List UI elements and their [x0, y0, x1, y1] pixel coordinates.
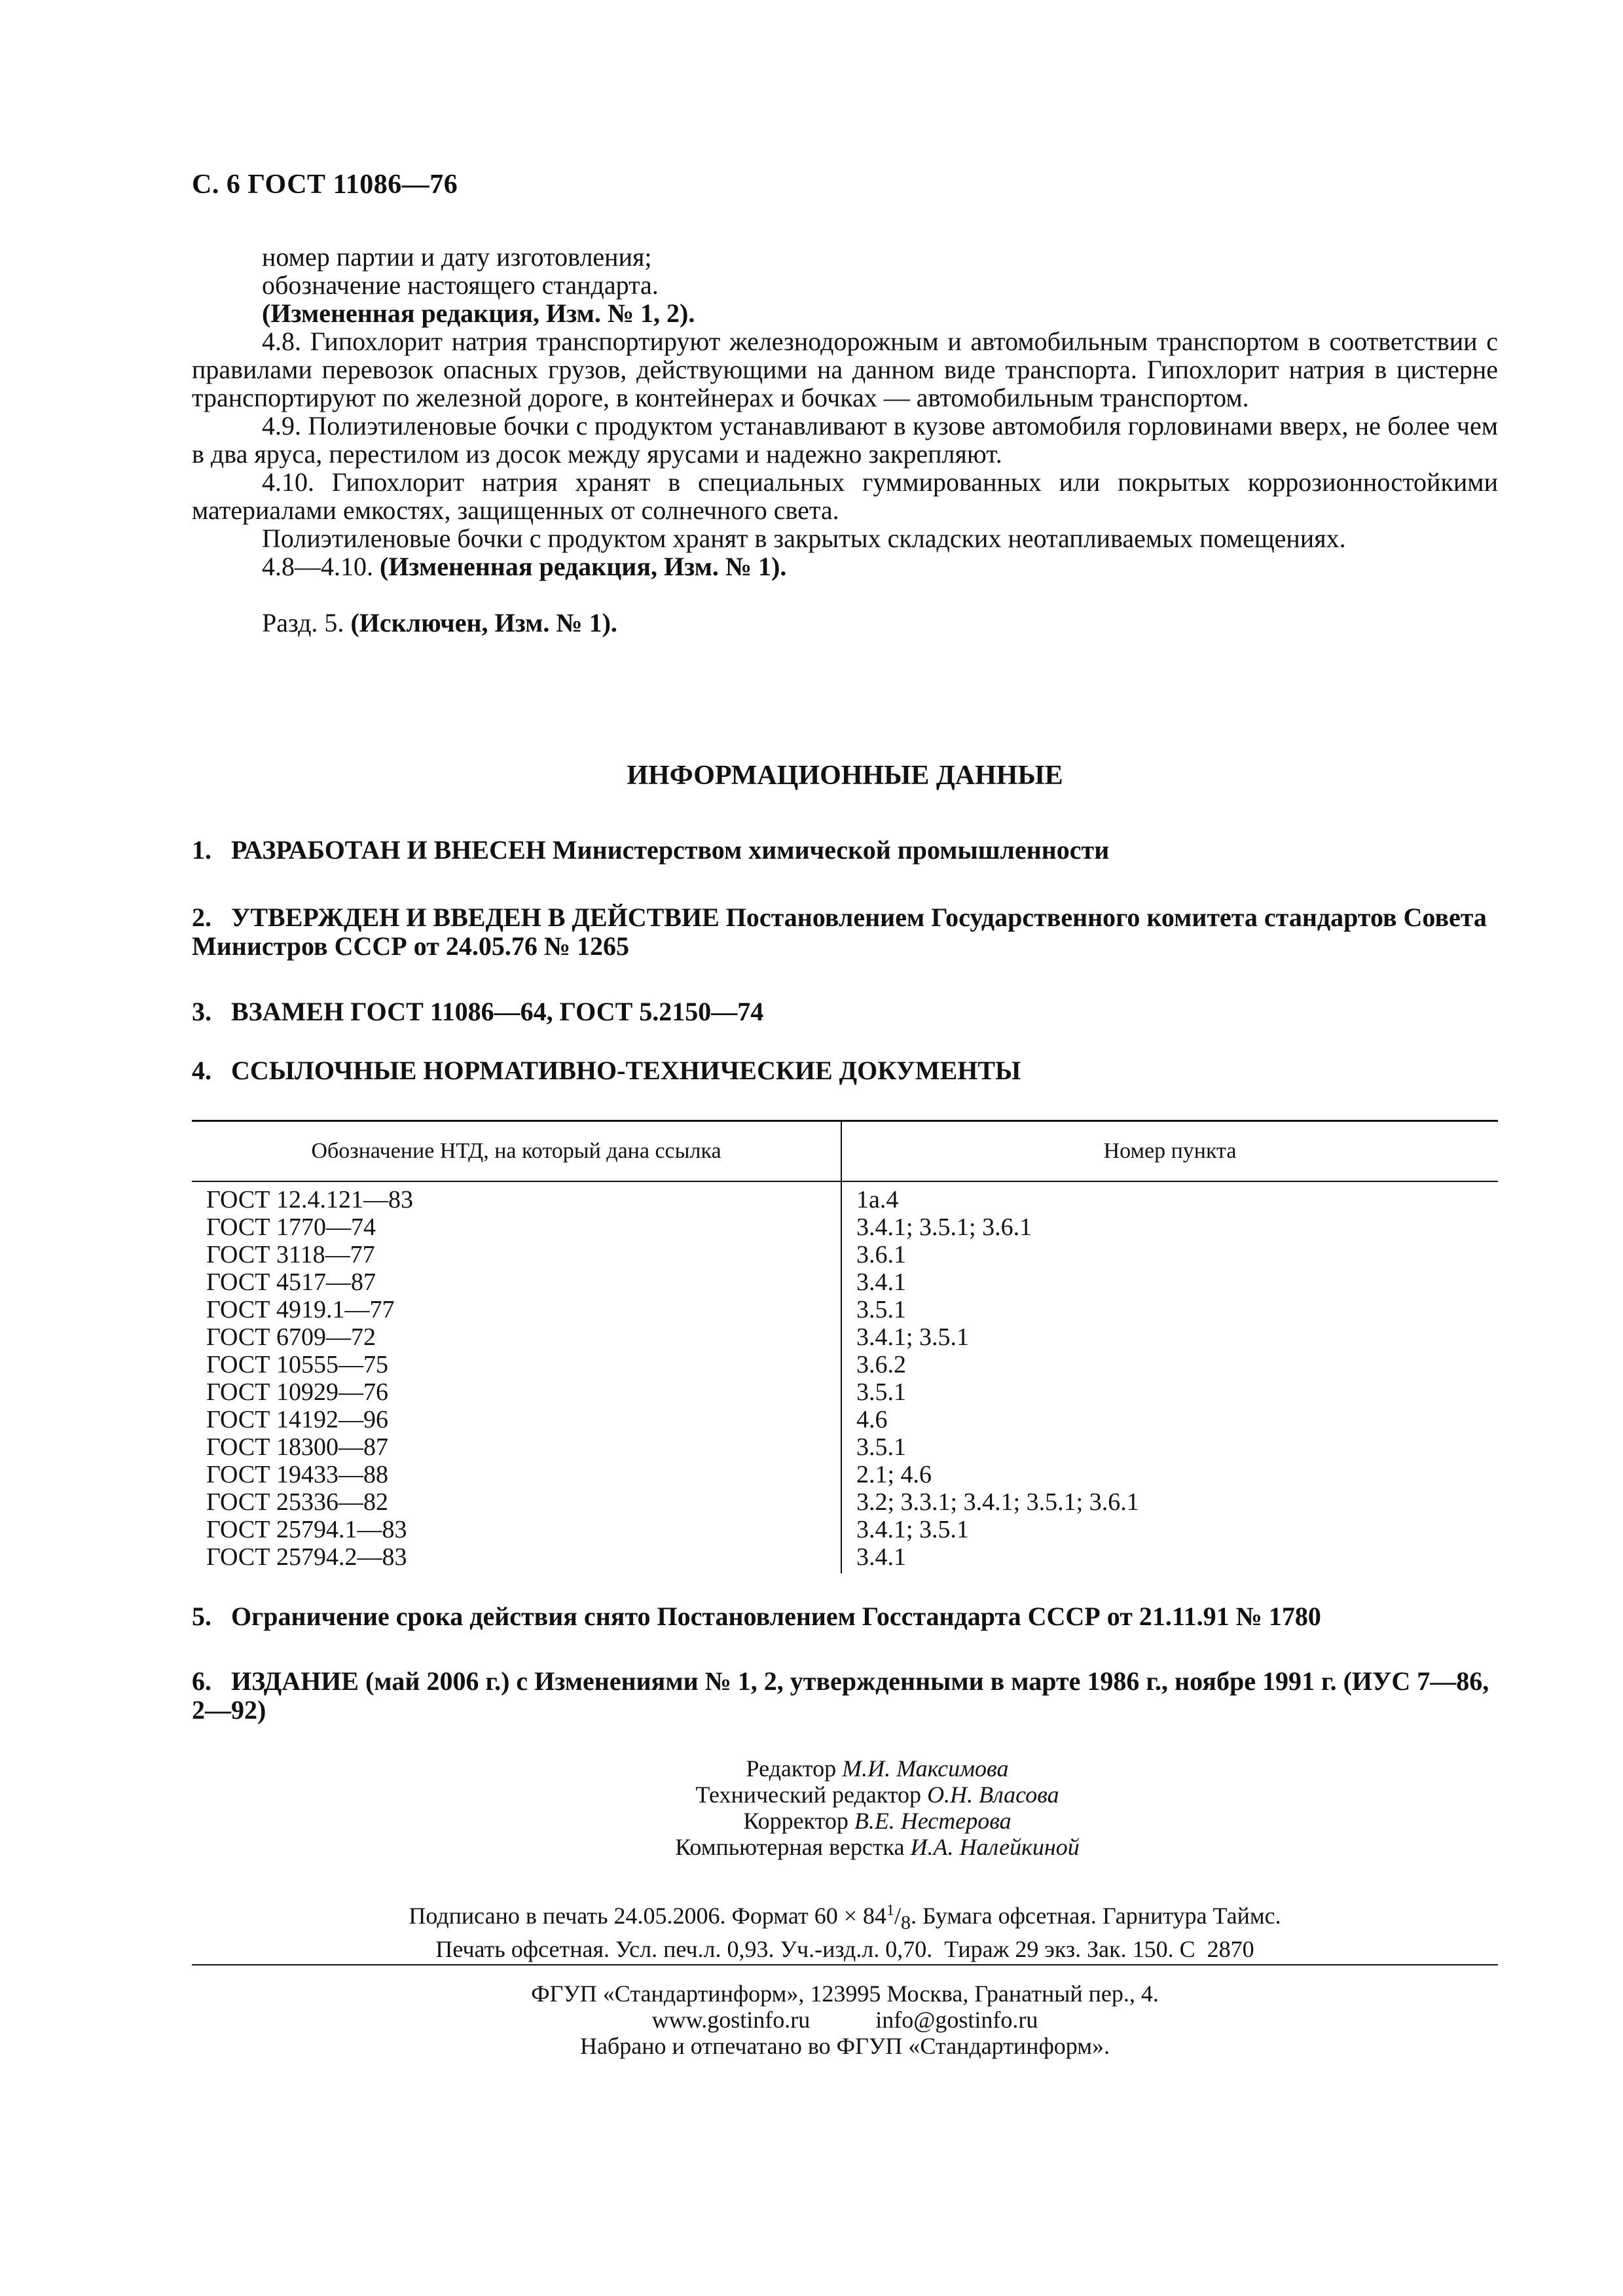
publisher-email: info@gostinfo.ru	[875, 2007, 1038, 2033]
credit-label: Корректор	[743, 1808, 848, 1834]
info-item-number: 4.	[192, 1056, 211, 1085]
clause-number: 4.8.	[262, 327, 301, 356]
table-header-ntd: Обозначение НТД, на который дана ссылка	[192, 1122, 842, 1181]
clause-number: 4.10.	[262, 467, 314, 497]
amendment-note-text: (Измененная редакция, Изм. № 1, 2).	[262, 298, 695, 328]
table-cell-ntd: ГОСТ 4919.1—77	[206, 1296, 395, 1323]
table-cell-clause: 2.1; 4.6	[856, 1461, 932, 1488]
table-cell-ntd: ГОСТ 25794.1—83	[206, 1516, 407, 1543]
imprint-line-1	[192, 1903, 1498, 1936]
publisher-printed-by: Набрано и отпечатано во ФГУП «Стандартинформ».	[579, 2033, 1110, 2059]
amendment-note	[192, 552, 1498, 581]
main-body-text	[192, 243, 1498, 637]
info-item-text: УТВЕРЖДЕН И ВВЕДЕН В ДЕЙСТВИЕ Постановлением Государственного комитета стандартов Совета Министров СССР от 24.05.76 № 1265	[192, 903, 1487, 961]
info-item-number: 2.	[192, 903, 211, 932]
credit-tech-editor	[576, 1782, 1178, 1808]
table-header-row	[192, 1122, 1498, 1182]
table-cell-clause: 3.6.2	[856, 1351, 906, 1378]
publisher-contacts	[192, 2007, 1498, 2033]
table-cell-ntd: ГОСТ 10929—76	[206, 1378, 388, 1406]
table-cell-clause: 1а.4	[856, 1186, 899, 1213]
table-cell-ntd: ГОСТ 25336—82	[206, 1488, 388, 1516]
table-cell-ntd: ГОСТ 25794.2—83	[206, 1543, 407, 1571]
info-item-5	[192, 1602, 1501, 1631]
paragraph: номер партии и дату изготовления;	[262, 242, 652, 272]
publisher-info	[192, 1981, 1498, 2059]
info-item-6	[192, 1667, 1501, 1725]
table-cell-clause: 4.6	[856, 1406, 888, 1433]
info-item-4	[192, 1056, 1501, 1085]
footer-divider	[192, 1964, 1498, 1965]
table-cell-clause: 3.4.1	[856, 1543, 906, 1571]
credit-editor	[576, 1755, 1178, 1782]
credit-label: Редактор	[746, 1755, 837, 1782]
paragraph: Полиэтиленовые бочки с продуктом хранят в закрытых складских неотапливаемых помещениях.	[262, 524, 1346, 553]
info-item-text: Ограничение срока действия снято Постановлением Госстандарта СССР от 21.11.91 № 1780	[231, 1602, 1321, 1631]
amendment-note-text: (Измененная редакция, Изм. № 1).	[380, 552, 787, 581]
credit-name: И.А. Налейкиной	[910, 1834, 1080, 1860]
info-item-number: 1.	[192, 835, 211, 865]
credit-layout	[576, 1834, 1178, 1860]
info-item-text: ССЫЛОЧНЫЕ НОРМАТИВНО-ТЕХНИЧЕСКИЕ ДОКУМЕНТЫ	[231, 1056, 1021, 1085]
table-cell-clause: 3.4.1; 3.5.1	[856, 1516, 970, 1543]
publisher-website: www.gostinfo.ru	[651, 2007, 811, 2033]
info-item-1	[192, 836, 1501, 865]
table-cell-clause: 3.5.1	[856, 1378, 906, 1406]
imprint-line-2: Печать офсетная. Усл. печ.л. 0,93. Уч.-изд.л. 0,70. Тираж 29 экз. Зак. 150. С 2870	[435, 1936, 1254, 1963]
table-cell-ntd: ГОСТ 10555—75	[206, 1351, 388, 1378]
table-body	[192, 1182, 1498, 1573]
format-fraction-denominator: 8	[901, 1912, 911, 1934]
info-item-number: 3.	[192, 997, 211, 1026]
reference-documents-table	[192, 1120, 1498, 1573]
info-item-text: РАЗРАБОТАН И ВНЕСЕН Министерством химической промышленности	[231, 835, 1110, 865]
clause-number: 4.8—4.10.	[262, 552, 373, 581]
info-item-number: 6.	[192, 1666, 211, 1696]
clause-text: Гипохлорит натрия хранят в специальных гуммированных или покрытых коррозионностойкими материалами емкостях, защищенных от солнечного света.	[192, 467, 1498, 525]
info-item-number: 5.	[192, 1602, 211, 1631]
publisher-address: ФГУП «Стандартинформ», 123995 Москва, Гранатный пер., 4.	[531, 1981, 1159, 2007]
paragraph: обозначение настоящего стандарта.	[262, 270, 659, 300]
section-excluded-text: (Исключен, Изм. № 1).	[350, 608, 617, 637]
info-item-3	[192, 997, 1501, 1026]
clause-4-9	[192, 412, 1498, 468]
credit-name: О.Н. Власова	[927, 1782, 1059, 1808]
table-cell-ntd: ГОСТ 6709—72	[206, 1323, 376, 1351]
table-header-clause: Номер пункта	[1103, 1139, 1237, 1163]
table-cell-ntd: ГОСТ 4517—87	[206, 1268, 376, 1296]
table-cell-clause: 3.4.1	[856, 1268, 906, 1296]
section-number: Разд. 5.	[262, 608, 344, 637]
table-cell-ntd: ГОСТ 14192—96	[206, 1406, 388, 1433]
table-cell-ntd: ГОСТ 19433—88	[206, 1461, 388, 1488]
table-column-ntd	[192, 1182, 842, 1573]
page-title: С. 6 ГОСТ 11086—76	[192, 170, 458, 200]
clause-4-10	[192, 468, 1498, 524]
table-cell-clause: 3.5.1	[856, 1296, 906, 1323]
info-item-2	[192, 903, 1501, 961]
table-cell-clause: 3.6.1	[856, 1241, 906, 1268]
imprint-text: . Бумага офсетная. Гарнитура Таймс.	[911, 1903, 1281, 1929]
editorial-credits	[576, 1755, 1178, 1860]
clause-text: Полиэтиленовые бочки с продуктом устанавливают в кузове автомобиля горловинами вверх, не более чем в два яруса, перестилом из досок между ярусами и надежно закрепляют.	[192, 411, 1499, 469]
credit-label: Компьютерная верстка	[675, 1834, 905, 1860]
table-column-clause	[842, 1182, 1498, 1573]
print-imprint	[192, 1903, 1498, 1962]
format-fraction-slash: /	[894, 1903, 902, 1929]
table-cell-ntd: ГОСТ 3118—77	[206, 1241, 375, 1268]
format-fraction-numerator: 1	[886, 1902, 895, 1919]
imprint-text: Подписано в печать 24.05.2006. Формат 60 × 84	[409, 1903, 887, 1929]
amendment-note	[192, 299, 1498, 327]
table-cell-clause: 3.4.1; 3.5.1; 3.6.1	[856, 1213, 1032, 1241]
info-item-text: ВЗАМЕН ГОСТ 11086—64, ГОСТ 5.2150—74	[231, 997, 764, 1026]
clause-4-8	[192, 327, 1498, 412]
credit-label: Технический редактор	[695, 1782, 922, 1808]
table-cell-clause: 3.5.1	[856, 1433, 906, 1461]
table-cell-clause: 3.4.1; 3.5.1	[856, 1323, 970, 1351]
clause-number: 4.9.	[262, 411, 301, 440]
credit-proofreader	[576, 1808, 1178, 1834]
table-cell-clause: 3.2; 3.3.1; 3.4.1; 3.5.1; 3.6.1	[856, 1488, 1139, 1516]
info-section-title: ИНФОРМАЦИОННЫЕ ДАННЫЕ	[627, 761, 1063, 791]
table-cell-ntd: ГОСТ 1770—74	[206, 1213, 376, 1241]
section-excluded-note	[192, 609, 1498, 637]
credit-name: М.И. Максимова	[842, 1755, 1009, 1782]
info-item-text: ИЗДАНИЕ (май 2006 г.) с Изменениями № 1, 2, утвержденными в марте 1986 г., ноябре 1991 г. (ИУС 7—86, 2—92)	[192, 1666, 1489, 1725]
credit-name: В.Е. Нестерова	[854, 1808, 1012, 1834]
clause-text: Гипохлорит натрия транспортируют железнодорожным и автомобильным транспортом в соответствии с правилами перевозок опасных грузов, действующими на данном виде транспорта. Гипохлорит натрия в цистерне транспортируют по железной дороге, в контейнерах и бочках — автомобильным транспортом.	[192, 327, 1499, 412]
table-cell-ntd: ГОСТ 12.4.121—83	[206, 1186, 413, 1213]
table-cell-ntd: ГОСТ 18300—87	[206, 1433, 388, 1461]
